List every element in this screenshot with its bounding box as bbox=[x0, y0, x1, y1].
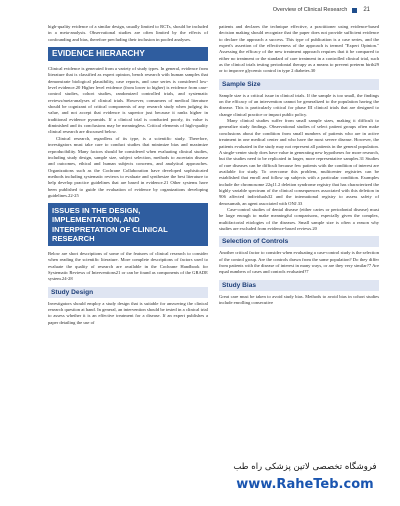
paragraph: Great care must be taken to avoid study bias. Methods to avoid bias in cohort studies include enrolling consecutive bbox=[219, 293, 379, 306]
paragraph: Clinical evidence is generated from a variety of study types. In general, evidence from literature that is classified as expert opinion, bench research with human samples that demonstrate biological plausibility, case reports, and case series is considered low-level evidence.20 Higher level evidence (from lower to higher) is evidence from case-control studies, cohort studies, randomized controlled trials, and systematic reviews/meta-analyses of clinical trials. However, consumers of medical literature should be cognizant of critical components of any research study when judging its value, and not accept that evidence is superior just because it ranks higher in traditional evidence pyramids. If a clinical trial is conducted poorly, its value is diminished and its conclusions may be meaningless. Critical elements of high-quality clinical research are discussed below. bbox=[48, 66, 208, 135]
section-heading-issues: ISSUES IN THE DESIGN, IMPLEMENTATION, AND INTERPRETATION OF CLINICAL RESEARCH bbox=[48, 203, 208, 246]
watermark-footer bbox=[215, 462, 395, 502]
watermark-store-name: فروشگاه تخصصی لاتین پزشکی راه طب bbox=[233, 462, 377, 472]
paragraph: high-quality evidence of a similar design, usually limited to RCTs, should be included in a meta-analysis. Observational studies are often limited by the effects of confounding and bias, therefore precluding their inclusion in pooled analyses. bbox=[48, 24, 208, 42]
paragraph: Sample size is a critical issue in clinical trials. If the sample is too small, the findings on the efficacy of an intervention cannot be generalized to the population having the disease. This is particularly critical for phase III clinical trials that are designed to change clinical practice or impact public policy. bbox=[219, 92, 379, 117]
paragraph: Case-control studies of dental disease (either caries or periodontal disease) must be large enough to make meaningful comparisons, especially given the complex, multifactorial etiologies of the diseases. Small sample size is often a reason why studies are excluded from evidence-based reviews.20 bbox=[219, 206, 379, 231]
paragraph: Investigators should employ a study design that is suitable for answering the clinical research question at hand. In general, an intervention should be tested in a clinical trial to assess whether it is an effective treatment for a disease. If an expert publishes a paper detailing the use of bbox=[48, 300, 208, 325]
square-bullet-icon bbox=[352, 8, 357, 13]
running-header bbox=[0, 0, 400, 20]
paragraph: Many clinical studies suffer from small sample sizes, making it difficult to generalize study findings. Observational studies of select patient groups often make conclusions about the condition from small numbers of patients who are in active treatment in one medical center and who have the most severe disease. However, the patients evaluated in the study may not represent all patients in the general population. A single-center study does have value in generating new hypotheses for more research, but the studies need to be replicated in larger, more representative samples.31 Studies of rare diseases can be difficult because few patients with the condition of interest are available for study. To overcome this problem, multicenter registries can be established that enroll and follow up subjects with a particular condition. Examples include the chromosome 22q11.2 deletion syndrome registry that has characterized the highly variable spectrum of the clinical consequences associated with this deletion in 906 affected individuals32 and the international registry to assess safety of denosumab, an agent associated with ONJ.33 bbox=[219, 118, 379, 206]
paragraph: Another critical factor to consider when evaluating a case-control study is the selection of the control group. Are the controls drawn from the same population? Do they differ from patients with the disease of interest in many ways, or are they very similar?7 Are equal numbers of cases and controls evaluated?7 bbox=[219, 250, 379, 275]
left-column bbox=[48, 24, 208, 326]
subheading-sample-size: Sample Size bbox=[219, 79, 379, 90]
paragraph: patients and declares the technique effective, a practitioner using evidence-based decision making should recognize that the paper does not provide sufficient evidence to declare the approach a success. This type of publication is a case series, and the expert's assertion of the effectiveness of the approach is termed "Expert Opinion." Assessing the efficacy of the new treatment approach requires that it be compared to either no treatment or the standard of care treatment in a controlled clinical trial, such as the clinical trials testing periodontal therapy as a means to prevent preterm birth29 or to improve glycemic control in type 2 diabetes.30 bbox=[219, 24, 379, 74]
subheading-study-bias: Study Bias bbox=[219, 280, 379, 291]
paragraph: Clinical research, regardless of its type, is a scientific study. Therefore, investigators must take care to conduct studies that minimize bias and maximize reproducibility. Many factors should be considered when evaluating clinical studies, including study design, sample size, subject selection, methods to ascertain disease and outcomes, ethical and human subjects concerns, and analytical approaches. Organizations such as the Cochrane Collaboration have developed sophisticated methods including systematic reviews to evaluate and synthesize the best literature to help develop practice guidelines that are based in evidence.21 Other systems have been published to guide the evaluation of evidence by organizations developing guidelines.22-25 bbox=[48, 135, 208, 198]
right-column bbox=[219, 24, 379, 306]
watermark-url: www.RaheTeb.com bbox=[236, 477, 374, 492]
page-number: 21 bbox=[363, 7, 370, 13]
subheading-study-design: Study Design bbox=[48, 287, 208, 298]
paragraph: Below are short descriptions of some of the features of clinical research to consider when reading the scientific literature. More complete descriptions of factors used to evaluate the quality of research are available in the Cochrane Handbook for Systematic Reviews of Interventions21 or can be found as components of the GRADE system.24-28 bbox=[48, 251, 208, 282]
subheading-selection-of-controls: Selection of Controls bbox=[219, 236, 379, 247]
running-title: Overview of Clinical Research bbox=[272, 7, 348, 13]
section-heading-evidence-hierarchy: EVIDENCE HIERARCHY bbox=[48, 47, 208, 61]
